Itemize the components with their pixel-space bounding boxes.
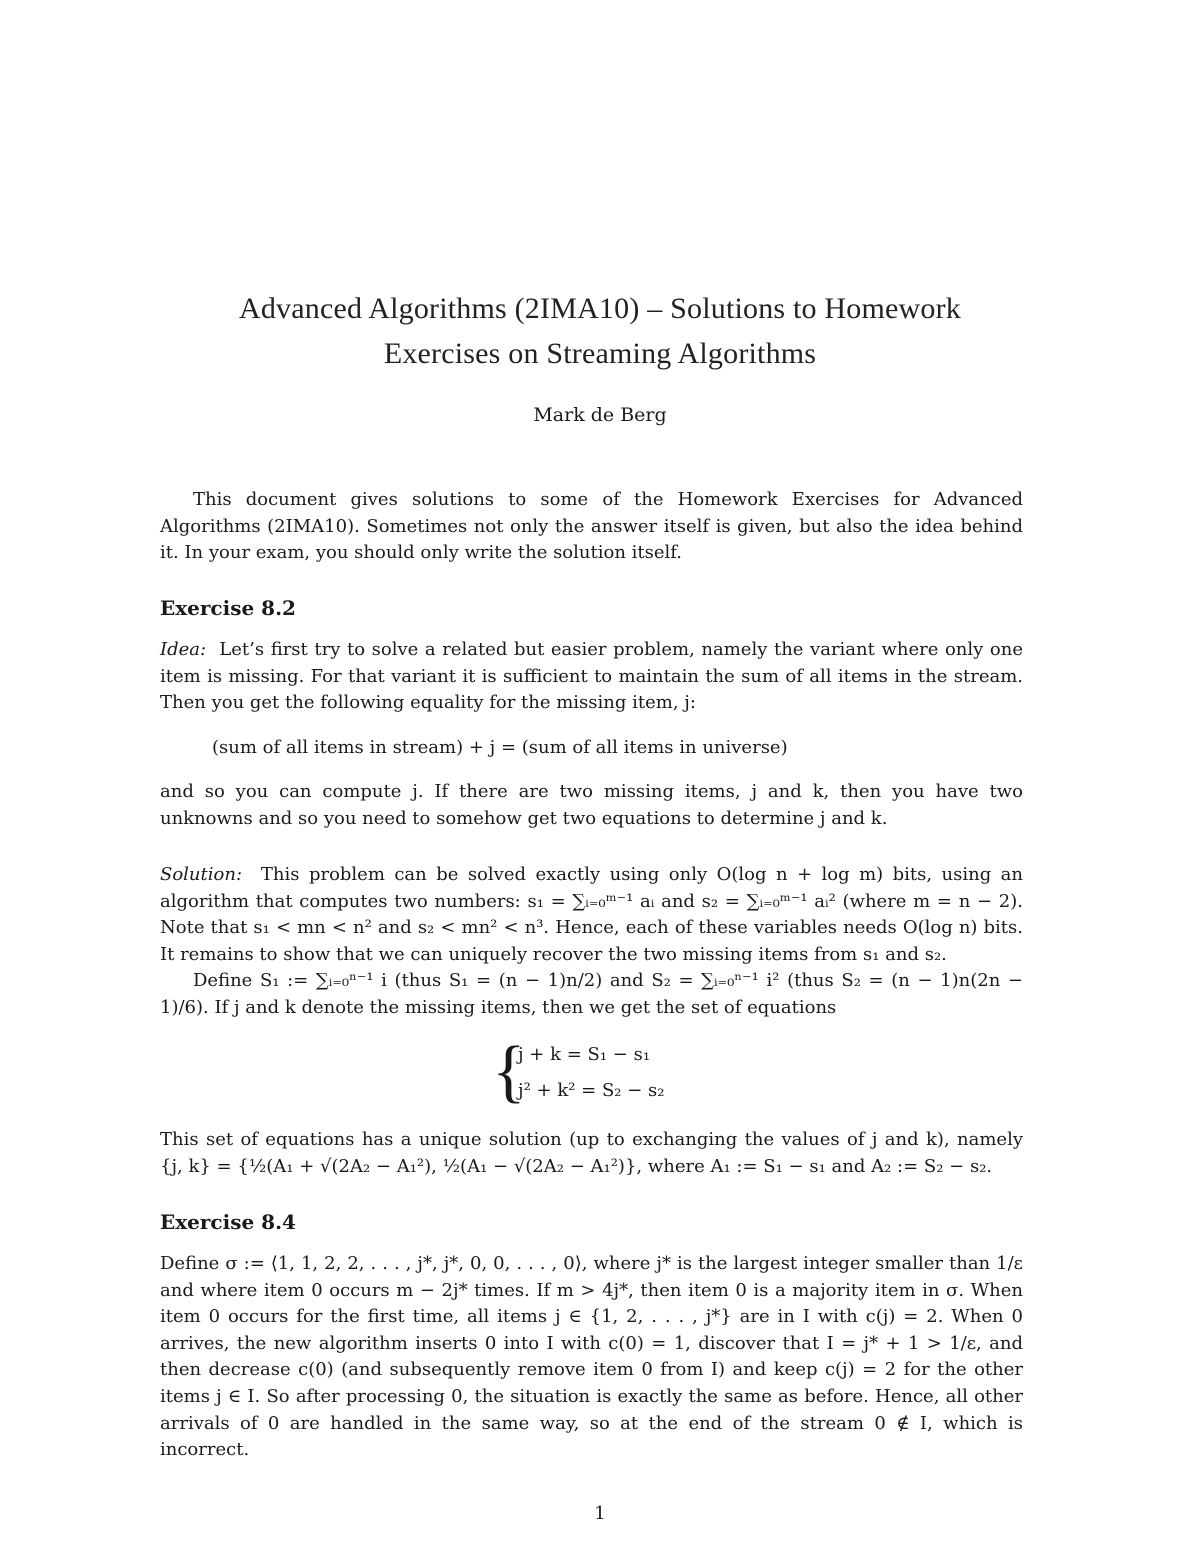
title-line-2: Exercises on Streaming Algorithms bbox=[383, 337, 817, 370]
solution-paragraph-3: This set of equations has a unique solution (up to exchanging the values of j and k), namely {j, k} = {½(A₁ + √(2A₂ − A₁²), ½(A₁ − √(2A₂ − A₁²)}, where A₁ := S₁ − s₁ and A₂ := S₂ − s₂. bbox=[160, 1129, 1023, 1177]
equation-system bbox=[492, 1033, 792, 1110]
after-equation-paragraph: and so you can compute j. If there are two missing items, j and k, then you have two unknowns and so you need to somehow get two equations to determine j and k. bbox=[160, 781, 1023, 829]
left-brace: { bbox=[492, 1033, 526, 1110]
idea-label: Idea: bbox=[160, 639, 207, 660]
display-equation: (sum of all items in stream) + j = (sum of all items in universe) bbox=[212, 737, 788, 758]
title-line-1: Advanced Algorithms (2IMA10) – Solutions to Homework bbox=[238, 292, 961, 325]
system-equation-1: j + k = S₁ − s₁ bbox=[518, 1044, 651, 1065]
exercise-8-2-heading: Exercise 8.2 bbox=[160, 596, 296, 620]
system-equation-2: j² + k² = S₂ − s₂ bbox=[518, 1080, 665, 1101]
solution-text-1: This problem can be solved exactly using only O(log n + log m) bits, using an algorithm that computes two numbers: s₁ = ∑ᵢ₌₀ᵐ⁻¹ aᵢ and s₂ = ∑ᵢ₌₀ᵐ⁻¹ aᵢ² (where m = n − 2). Note that s₁ < mn < n² and s₂ < mn² < n³. Hence, each of these variables needs O(log n) bits. It remains to show that we can uniquely recover the two missing items from s₁ and s₂. bbox=[160, 864, 1023, 965]
idea-paragraph bbox=[160, 637, 1023, 717]
author: Mark de Berg bbox=[533, 404, 667, 426]
idea-text: Let’s first try to solve a related but easier problem, namely the variant where only one item is missing. For that variant it is sufficient to maintain the sum of all items in the stream. Then you get the following equality for the missing item, j: bbox=[160, 639, 1023, 714]
solution-paragraph-2: Define S₁ := ∑ᵢ₌₀ⁿ⁻¹ i (thus S₁ = (n − 1)n/2) and S₂ = ∑ᵢ₌₀ⁿ⁻¹ i² (thus S₂ = (n − 1)n(2n − 1)/6). If j and k denote the missing items, then we get the set of equations bbox=[160, 970, 1023, 1018]
exercise-8-4-text: Define σ := ⟨1, 1, 2, 2, . . . , j*, j*, 0, 0, . . . , 0⟩, where j* is the largest integer smaller than 1/ε and where item 0 occurs m − 2j* times. If m > 4j*, then item 0 is a majority item in σ. When item 0 occurs for the first time, all items j ∈ {1, 2, . . . , j*} are in I with c(j) = 2. When 0 arrives, the new algorithm inserts 0 into I with c(0) = 1, discover that I = j* + 1 > 1/ε, and then decrease c(0) (and subsequently remove item 0 from I) and keep c(j) = 2 for the other items j ∈ I. So after processing 0, the situation is exactly the same as before. Hence, all other arrivals of 0 are handled in the same way, so at the end of the stream 0 ∉ I, which is incorrect. bbox=[160, 1253, 1023, 1461]
exercise-8-4-heading: Exercise 8.4 bbox=[160, 1210, 296, 1234]
solution-label: Solution: bbox=[160, 864, 243, 885]
page-number: 1 bbox=[594, 1503, 606, 1524]
solution-paragraph-1 bbox=[160, 862, 1023, 968]
intro-paragraph: This document gives solutions to some of the Homework Exercises for Advanced Algorithms (2IMA10). Sometimes not only the answer itself is given, but also the idea behind it. In your exam, you should only write the solution itself. bbox=[160, 489, 1023, 564]
